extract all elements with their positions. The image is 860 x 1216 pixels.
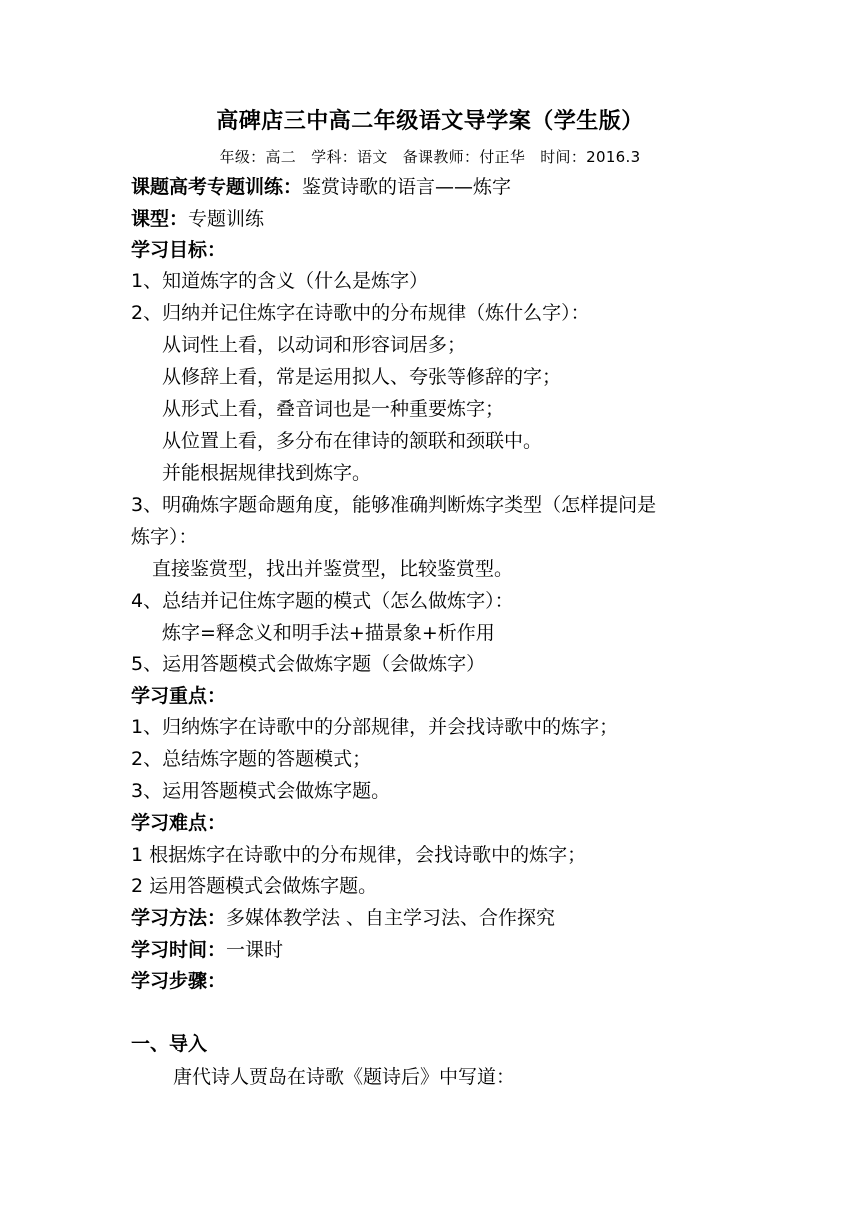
difficulty-item: 2 运用答题模式会做炼字题。: [131, 875, 378, 897]
lesson-type-line: [131, 206, 264, 232]
objective-item: 1、知道炼字的含义（什么是炼字）: [131, 270, 429, 292]
objective-subitem: 炼字=释念义和明手法+描景象+析作用: [162, 622, 495, 644]
section-intro-heading: 一、导入: [131, 1033, 208, 1055]
meta-time: 时间：2016.3: [540, 148, 641, 166]
difficulty-item: 1 根据炼字在诗歌中的分布规律，会找诗歌中的炼字；: [131, 844, 587, 866]
methods-value: 多媒体教学法 、自主学习法、合作探究: [226, 907, 556, 929]
lesson-title-label: 课题高考专题训练：: [131, 176, 303, 198]
meta-grade: 年级：高二: [219, 148, 297, 166]
duration-label: 学习时间：: [131, 939, 227, 961]
lesson-title-value: 鉴赏诗歌的语言——炼字: [302, 176, 512, 198]
objective-subitem: 从形式上看，叠音词也是一种重要炼字；: [162, 398, 505, 420]
objective-item: 2、归纳并记住炼字在诗歌中的分布规律（炼什么字）：: [131, 302, 590, 324]
duration-line: [131, 937, 283, 963]
objective-subitem: 从词性上看，以动词和形容词居多；: [162, 334, 467, 356]
objective-item: 5、运用答题模式会做炼字题（会做炼字）: [131, 653, 486, 675]
methods-line: [131, 905, 555, 931]
key-point-item: 2、总结炼字题的答题模式；: [131, 748, 372, 770]
document-meta: [0, 146, 860, 167]
lesson-type-label: 课型：: [131, 208, 189, 230]
objectives-heading: 学习目标：: [131, 239, 227, 261]
objective-subitem: 直接鉴赏型，找出并鉴赏型，比较鉴赏型。: [152, 558, 514, 580]
key-point-item: 3、运用答题模式会做炼字题。: [131, 780, 391, 802]
key-points-heading: 学习重点：: [131, 685, 227, 707]
meta-teacher: 备课教师：付正华: [402, 148, 526, 166]
objective-item: 3、明确炼字题命题角度，能够准确判断炼字类型（怎样提问是: [131, 494, 657, 516]
section-intro-text: 唐代诗人贾岛在诗歌《题诗后》中写道：: [173, 1066, 516, 1088]
document-title: 高碑店三中高二年级语文导学案（学生版）: [216, 109, 644, 134]
difficulties-heading: 学习难点：: [131, 812, 227, 834]
meta-subject: 学科：语文: [311, 148, 388, 166]
steps-heading: 学习步骤：: [131, 970, 227, 992]
objective-subitem: 从位置上看，多分布在律诗的颔联和颈联中。: [162, 430, 543, 452]
objective-item: 4、总结并记住炼字题的模式（怎么做炼字）：: [131, 590, 514, 612]
objective-item-continued: 炼字）：: [131, 526, 198, 548]
duration-value: 一课时: [226, 939, 284, 961]
lesson-type-value: 专题训练: [188, 208, 265, 230]
key-point-item: 1、归纳炼字在诗歌中的分部规律，并会找诗歌中的炼字；: [131, 716, 619, 738]
methods-label: 学习方法：: [131, 907, 227, 929]
objective-subitem: 从修辞上看，常是运用拟人、夸张等修辞的字；: [162, 366, 562, 388]
objective-subitem: 并能根据规律找到炼字。: [162, 462, 372, 484]
lesson-title-line: [131, 174, 511, 200]
